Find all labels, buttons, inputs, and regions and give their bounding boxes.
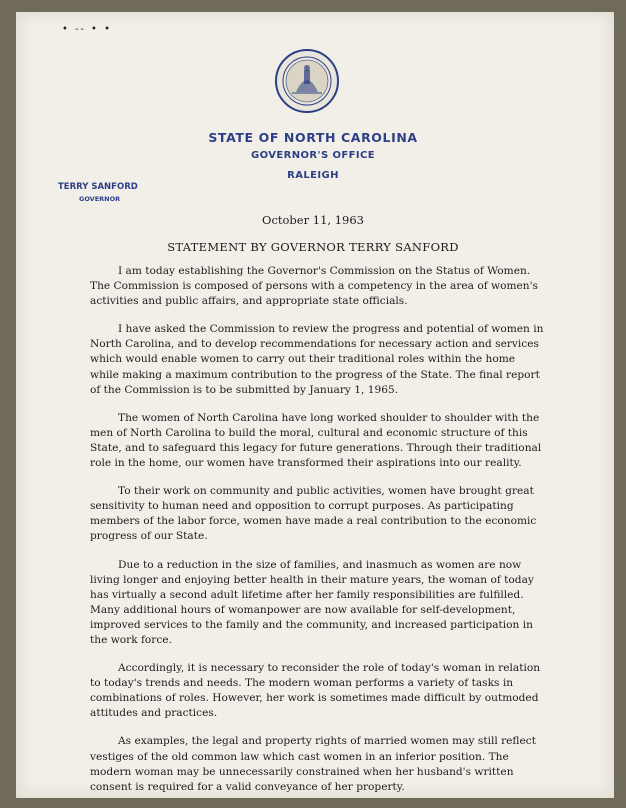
paragraph: I am today establishing the Governor's Commission on the Status of Women. The Commission is composed of persons with a competency in the area of women's activities and public affairs, and appropriate state officials. [90,265,538,308]
paragraph: Accordingly, it is necessary to reconsider the role of today's woman in relation to today's trends and needs. The modern woman performs a variety of tasks in combinations of roles. However, her work is sometimes made difficult by outmoded attitudes and practices. [90,662,541,720]
paragraph: To their work on community and public activities, women have brought great sensitivity to human need and opposition to corrupt purposes. As participating members of the labor force, women have made a real contribution to the economic progress of our State. [90,485,537,543]
governor-name: TERRY SANFORD [58,182,138,192]
letterhead-city: RALEIGH [287,170,339,181]
paragraph: Due to a reduction in the size of families, and inasmuch as women are now living longer and enjoying better health in their mature years, the woman of today has virtually a second adult lifetime after her family responsibilities are fulfilled. Many additional hours of womanpower are now available for self-development, improved services to the family and the community, and increased participation in the work force. [90,558,534,646]
statement-body [90,264,545,808]
corner-marks: • -- • • [62,24,112,35]
statement-title: STATEMENT BY GOVERNOR TERRY SANFORD [167,240,459,254]
statement-date: October 11, 1963 [262,213,364,227]
letterhead-office: GOVERNOR'S OFFICE [251,150,375,161]
paragraph: As examples, the legal and property rights of married women may still reflect vestiges of the old common law which cast women in an inferior position. The modern woman may be unnecessarily constrained when her husband's written consent is required for a valid conveyance of her property. [90,735,536,793]
letterhead-state: STATE OF NORTH CAROLINA [208,130,418,145]
paragraph: The women of North Carolina have long worked shoulder to shoulder with the men of North Carolina to build the moral, cultural and economic structure of this State, and to safeguard this legacy for future generations. Through their traditional role in the home, our women have transformed their aspirations into our reality. [90,411,542,470]
state-seal-icon [274,48,340,114]
governor-title: GOVERNOR [79,195,121,203]
paragraph: I have asked the Commission to review the progress and potential of women in North Carolina, and to develop recommendations for necessary action and services which would enable women to carry out their traditional roles within the home while making a maximum contribution to the progress of the State. The final report of the Commission is to be submitted by January 1, 1965. [90,323,544,396]
